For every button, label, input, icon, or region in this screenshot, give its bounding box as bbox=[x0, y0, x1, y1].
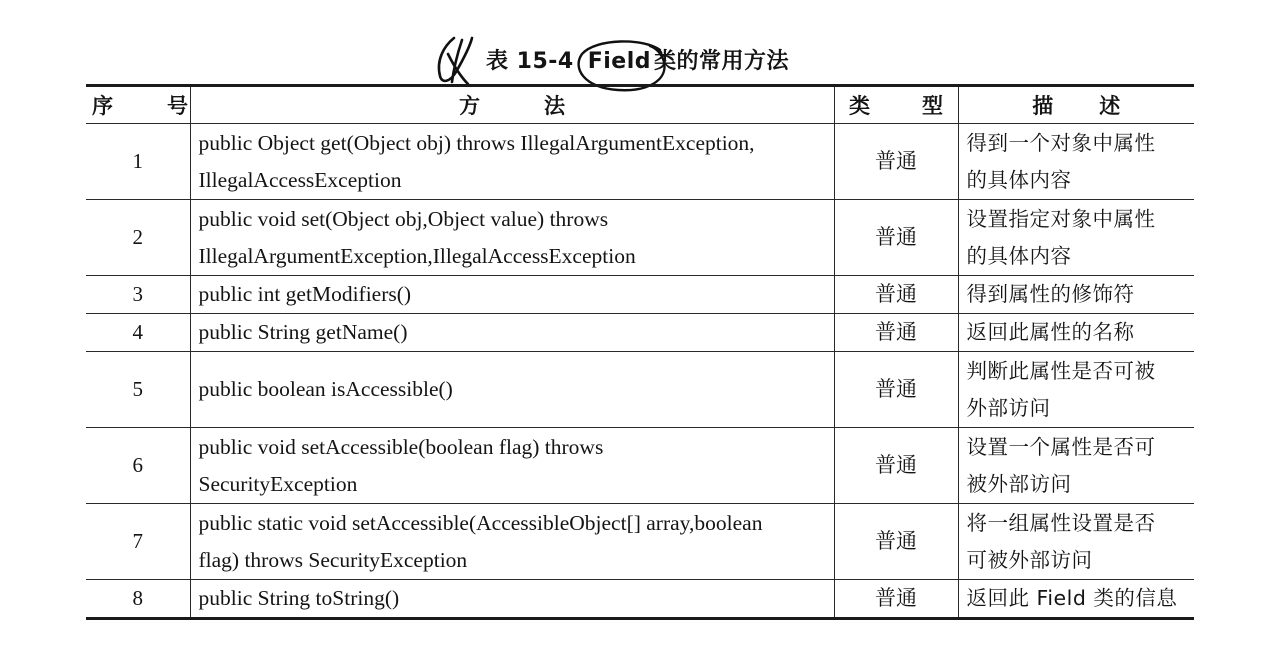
table-row bbox=[86, 276, 1194, 314]
row-type: 普通 bbox=[834, 504, 958, 580]
table-row bbox=[86, 352, 1194, 428]
header-desc: 描 述 bbox=[958, 87, 1194, 124]
row-desc: 设置一个属性是否可 被外部访问 bbox=[958, 428, 1194, 504]
row-type: 普通 bbox=[834, 314, 958, 352]
row-method: public Object get(Object obj) throws IllegalArgumentException, IllegalAccessException bbox=[190, 124, 834, 200]
row-no: 6 bbox=[86, 428, 190, 504]
caption-suffix: 类的常用方法 bbox=[654, 49, 790, 74]
row-desc: 设置指定对象中属性 的具体内容 bbox=[958, 200, 1194, 276]
row-desc: 判断此属性是否可被 外部访问 bbox=[958, 352, 1194, 428]
row-method: public int getModifiers() bbox=[190, 276, 834, 314]
row-type: 普通 bbox=[834, 200, 958, 276]
row-type: 普通 bbox=[834, 428, 958, 504]
row-method: public void set(Object obj,Object value) throws IllegalArgumentException,IllegalAccessException bbox=[190, 200, 834, 276]
header-row bbox=[86, 87, 1194, 124]
table-caption bbox=[430, 30, 850, 90]
caption-prefix: 表 15-4 bbox=[486, 49, 574, 74]
caption-class-name: Field bbox=[587, 49, 651, 74]
row-desc: 得到一个对象中属性 的具体内容 bbox=[958, 124, 1194, 200]
handwritten-check-mark bbox=[432, 32, 478, 88]
row-desc: 将一组属性设置是否 可被外部访问 bbox=[958, 504, 1194, 580]
table-row bbox=[86, 504, 1194, 580]
table-row bbox=[86, 314, 1194, 352]
methods-table bbox=[86, 87, 1194, 617]
row-method: public void setAccessible(boolean flag) throws SecurityException bbox=[190, 428, 834, 504]
row-no: 8 bbox=[86, 580, 190, 618]
row-method: public String getName() bbox=[190, 314, 834, 352]
row-desc: 返回此属性的名称 bbox=[958, 314, 1194, 352]
table-row bbox=[86, 428, 1194, 504]
header-type: 类 型 bbox=[834, 87, 958, 124]
row-type: 普通 bbox=[834, 352, 958, 428]
table-row bbox=[86, 580, 1194, 618]
header-no: 序 号 bbox=[86, 87, 190, 124]
table-bottom-rule bbox=[86, 617, 1194, 620]
row-no: 7 bbox=[86, 504, 190, 580]
row-method: public boolean isAccessible() bbox=[190, 352, 834, 428]
row-type: 普通 bbox=[834, 580, 958, 618]
row-desc: 返回此 Field 类的信息 bbox=[958, 580, 1194, 618]
row-no: 2 bbox=[86, 200, 190, 276]
row-no: 1 bbox=[86, 124, 190, 200]
row-type: 普通 bbox=[834, 124, 958, 200]
row-no: 3 bbox=[86, 276, 190, 314]
header-method: 方 法 bbox=[190, 87, 834, 124]
row-method: public String toString() bbox=[190, 580, 834, 618]
row-method: public static void setAccessible(AccessibleObject[] array,boolean flag) throws SecurityException bbox=[190, 504, 834, 580]
row-desc: 得到属性的修饰符 bbox=[958, 276, 1194, 314]
row-no: 5 bbox=[86, 352, 190, 428]
field-methods-table bbox=[86, 84, 1194, 620]
table-row bbox=[86, 200, 1194, 276]
row-no: 4 bbox=[86, 314, 190, 352]
row-type: 普通 bbox=[834, 276, 958, 314]
table-row bbox=[86, 124, 1194, 200]
